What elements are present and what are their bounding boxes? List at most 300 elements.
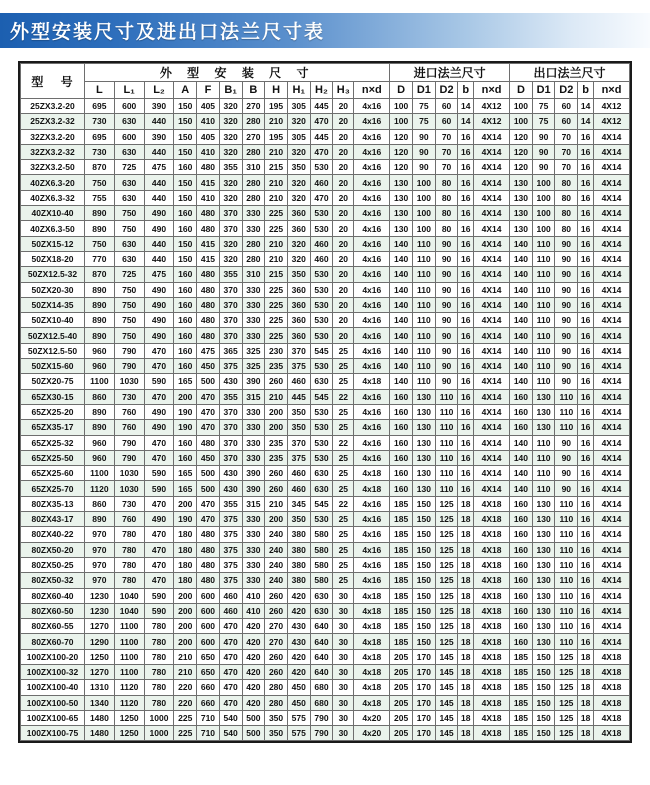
value-cell: 75 [413, 114, 436, 129]
value-cell: 490 [144, 282, 174, 297]
value-cell: 205 [390, 726, 413, 741]
value-cell: 530 [310, 359, 333, 374]
column-header: n×d [594, 82, 630, 99]
value-cell: 160 [510, 512, 533, 527]
value-cell: 4x18 [354, 619, 390, 634]
value-cell: 80 [555, 221, 578, 236]
value-cell: 4x18 [354, 664, 390, 679]
table-row [21, 435, 630, 450]
value-cell: 480 [197, 160, 220, 175]
value-cell: 4x16 [354, 435, 390, 450]
value-cell: 30 [333, 695, 354, 710]
value-cell: 460 [310, 251, 333, 266]
value-cell: 170 [413, 726, 436, 741]
value-cell: 22 [333, 496, 354, 511]
value-cell: 4X18 [474, 710, 510, 725]
value-cell: 330 [242, 573, 265, 588]
value-cell: 4X14 [594, 542, 630, 557]
value-cell: 780 [144, 649, 174, 664]
value-cell: 18 [458, 512, 474, 527]
value-cell: 16 [578, 313, 594, 328]
value-cell: 160 [390, 389, 413, 404]
value-cell: 790 [114, 450, 144, 465]
value-cell: 630 [310, 374, 333, 389]
value-cell: 4x16 [354, 557, 390, 572]
value-cell: 4X14 [474, 389, 510, 404]
value-cell: 330 [242, 206, 265, 221]
value-cell: 130 [390, 190, 413, 205]
value-cell: 370 [219, 450, 242, 465]
value-cell: 380 [287, 527, 310, 542]
value-cell: 640 [310, 649, 333, 664]
table-row [21, 634, 630, 649]
value-cell: 190 [174, 420, 197, 435]
value-cell: 110 [413, 343, 436, 358]
value-cell: 4x16 [354, 542, 390, 557]
value-cell: 370 [219, 420, 242, 435]
column-header-row [21, 82, 630, 99]
value-cell: 1040 [114, 603, 144, 618]
value-cell: 590 [144, 466, 174, 481]
value-cell: 4x16 [354, 251, 390, 266]
value-cell: 890 [85, 512, 115, 527]
value-cell: 18 [458, 496, 474, 511]
value-cell: 460 [310, 175, 333, 190]
value-cell: 140 [510, 435, 533, 450]
value-cell: 260 [265, 481, 288, 496]
model-cell: 40ZX6.3-50 [21, 221, 85, 236]
value-cell: 420 [287, 649, 310, 664]
value-cell: 140 [390, 313, 413, 328]
value-cell: 16 [458, 190, 474, 205]
value-cell: 270 [265, 619, 288, 634]
value-cell: 90 [555, 282, 578, 297]
value-cell: 480 [197, 328, 220, 343]
model-cell: 80ZX50-32 [21, 573, 85, 588]
table-row [21, 603, 630, 618]
value-cell: 90 [555, 267, 578, 282]
value-cell: 440 [144, 236, 174, 251]
value-cell: 600 [197, 619, 220, 634]
value-cell: 120 [390, 144, 413, 159]
value-cell: 205 [390, 680, 413, 695]
value-cell: 18 [458, 619, 474, 634]
value-cell: 545 [310, 343, 333, 358]
column-header: L [85, 82, 115, 99]
value-cell: 4x18 [354, 634, 390, 649]
table-row [21, 481, 630, 496]
value-cell: 1250 [114, 710, 144, 725]
value-cell: 225 [265, 313, 288, 328]
value-cell: 140 [390, 297, 413, 312]
value-cell: 130 [532, 634, 555, 649]
value-cell: 330 [242, 450, 265, 465]
value-cell: 4x20 [354, 710, 390, 725]
value-cell: 110 [555, 603, 578, 618]
page-title: 外型安装尺寸及进出口法兰尺寸表 [10, 22, 326, 43]
value-cell: 200 [265, 420, 288, 435]
value-cell: 130 [413, 389, 436, 404]
value-cell: 150 [413, 557, 436, 572]
value-cell: 150 [174, 236, 197, 251]
value-cell: 4x16 [354, 144, 390, 159]
value-cell: 4X18 [594, 710, 630, 725]
value-cell: 4x16 [354, 404, 390, 419]
value-cell: 100 [390, 99, 413, 114]
value-cell: 18 [458, 664, 474, 679]
value-cell: 25 [333, 527, 354, 542]
value-cell: 470 [219, 649, 242, 664]
model-cell: 65ZX25-60 [21, 466, 85, 481]
table-row [21, 512, 630, 527]
value-cell: 590 [144, 603, 174, 618]
value-cell: 370 [219, 435, 242, 450]
value-cell: 4x16 [354, 221, 390, 236]
value-cell: 1290 [85, 634, 115, 649]
value-cell: 360 [287, 206, 310, 221]
value-cell: 420 [242, 695, 265, 710]
value-cell: 130 [532, 573, 555, 588]
value-cell: 695 [85, 99, 115, 114]
value-cell: 330 [242, 313, 265, 328]
value-cell: 4X14 [474, 144, 510, 159]
value-cell: 4X14 [474, 343, 510, 358]
value-cell: 18 [458, 680, 474, 695]
value-cell: 90 [435, 236, 458, 251]
value-cell: 440 [144, 251, 174, 266]
value-cell: 4X14 [594, 328, 630, 343]
value-cell: 25 [333, 359, 354, 374]
value-cell: 140 [510, 450, 533, 465]
value-cell: 630 [310, 588, 333, 603]
model-cell: 50ZX12.5-40 [21, 328, 85, 343]
value-cell: 220 [174, 680, 197, 695]
value-cell: 205 [390, 710, 413, 725]
value-cell: 70 [435, 129, 458, 144]
value-cell: 20 [333, 313, 354, 328]
value-cell: 130 [532, 420, 555, 435]
value-cell: 16 [458, 175, 474, 190]
value-cell: 280 [242, 144, 265, 159]
value-cell: 4x16 [354, 175, 390, 190]
value-cell: 375 [219, 512, 242, 527]
value-cell: 150 [413, 603, 436, 618]
value-cell: 160 [390, 466, 413, 481]
model-cell: 50ZX12.5-32 [21, 267, 85, 282]
value-cell: 4X14 [594, 160, 630, 175]
value-cell: 150 [532, 726, 555, 741]
value-cell: 140 [390, 343, 413, 358]
value-cell: 4X14 [474, 450, 510, 465]
value-cell: 580 [310, 542, 333, 557]
value-cell: 380 [287, 573, 310, 588]
model-cell: 40ZX6.3-20 [21, 175, 85, 190]
column-header: D1 [532, 82, 555, 99]
value-cell: 215 [265, 267, 288, 282]
value-cell: 375 [219, 527, 242, 542]
value-cell: 4x18 [354, 603, 390, 618]
value-cell: 870 [85, 267, 115, 282]
value-cell: 590 [144, 374, 174, 389]
column-header: D [510, 82, 533, 99]
table-row [21, 527, 630, 542]
value-cell: 650 [197, 664, 220, 679]
value-cell: 185 [390, 527, 413, 542]
table-row [21, 649, 630, 664]
value-cell: 445 [310, 99, 333, 114]
value-cell: 225 [174, 710, 197, 725]
value-cell: 1270 [85, 664, 115, 679]
value-cell: 330 [242, 527, 265, 542]
value-cell: 16 [458, 221, 474, 236]
value-cell: 18 [458, 710, 474, 725]
value-cell: 1040 [114, 588, 144, 603]
value-cell: 16 [578, 603, 594, 618]
value-cell: 4x18 [354, 374, 390, 389]
value-cell: 530 [310, 267, 333, 282]
model-cell: 65ZX30-15 [21, 389, 85, 404]
value-cell: 100 [510, 114, 533, 129]
value-cell: 16 [578, 206, 594, 221]
value-cell: 315 [242, 389, 265, 404]
value-cell: 420 [287, 603, 310, 618]
value-cell: 110 [555, 542, 578, 557]
value-cell: 16 [578, 221, 594, 236]
value-cell: 480 [197, 557, 220, 572]
value-cell: 365 [219, 343, 242, 358]
value-cell: 630 [114, 251, 144, 266]
value-cell: 160 [510, 542, 533, 557]
value-cell: 320 [219, 236, 242, 251]
value-cell: 150 [532, 680, 555, 695]
value-cell: 130 [532, 389, 555, 404]
value-cell: 30 [333, 680, 354, 695]
value-cell: 4x16 [354, 206, 390, 221]
value-cell: 460 [310, 236, 333, 251]
value-cell: 4X18 [474, 557, 510, 572]
value-cell: 16 [578, 144, 594, 159]
value-cell: 350 [287, 512, 310, 527]
value-cell: 30 [333, 726, 354, 741]
value-cell: 680 [310, 695, 333, 710]
value-cell: 16 [458, 404, 474, 419]
value-cell: 30 [333, 634, 354, 649]
value-cell: 470 [144, 359, 174, 374]
table-row [21, 726, 630, 741]
value-cell: 890 [85, 420, 115, 435]
value-cell: 140 [510, 282, 533, 297]
value-cell: 185 [390, 542, 413, 557]
value-cell: 280 [265, 695, 288, 710]
value-cell: 110 [555, 557, 578, 572]
value-cell: 470 [219, 619, 242, 634]
value-cell: 215 [265, 160, 288, 175]
value-cell: 25 [333, 542, 354, 557]
value-cell: 90 [435, 359, 458, 374]
value-cell: 780 [114, 557, 144, 572]
value-cell: 330 [242, 221, 265, 236]
value-cell: 4X14 [474, 297, 510, 312]
value-cell: 470 [144, 343, 174, 358]
value-cell: 125 [435, 634, 458, 649]
value-cell: 460 [287, 374, 310, 389]
value-cell: 160 [174, 435, 197, 450]
value-cell: 14 [458, 114, 474, 129]
value-cell: 470 [197, 420, 220, 435]
value-cell: 4x16 [354, 527, 390, 542]
model-cell: 32ZX3.2-32 [21, 144, 85, 159]
value-cell: 500 [242, 710, 265, 725]
value-cell: 470 [197, 512, 220, 527]
column-header: L₁ [114, 82, 144, 99]
value-cell: 4x16 [354, 267, 390, 282]
value-cell: 4X14 [474, 175, 510, 190]
value-cell: 630 [114, 190, 144, 205]
value-cell: 630 [310, 603, 333, 618]
value-cell: 110 [532, 297, 555, 312]
value-cell: 18 [578, 664, 594, 679]
value-cell: 160 [510, 389, 533, 404]
value-cell: 390 [242, 466, 265, 481]
table-row [21, 114, 630, 129]
value-cell: 4X14 [594, 267, 630, 282]
value-cell: 210 [265, 190, 288, 205]
value-cell: 960 [85, 359, 115, 374]
value-cell: 240 [265, 557, 288, 572]
value-cell: 320 [219, 175, 242, 190]
value-cell: 355 [219, 496, 242, 511]
value-cell: 150 [532, 710, 555, 725]
value-cell: 16 [578, 573, 594, 588]
value-cell: 200 [174, 603, 197, 618]
value-cell: 440 [144, 175, 174, 190]
value-cell: 160 [510, 527, 533, 542]
value-cell: 140 [390, 251, 413, 266]
value-cell: 420 [287, 588, 310, 603]
value-cell: 160 [174, 206, 197, 221]
value-cell: 710 [197, 726, 220, 741]
value-cell: 630 [114, 175, 144, 190]
value-cell: 165 [174, 374, 197, 389]
value-cell: 16 [458, 206, 474, 221]
value-cell: 330 [242, 328, 265, 343]
value-cell: 730 [85, 114, 115, 129]
value-cell: 18 [458, 726, 474, 741]
model-cell: 32ZX3.2-20 [21, 129, 85, 144]
value-cell: 20 [333, 267, 354, 282]
value-cell: 4X14 [474, 466, 510, 481]
value-cell: 4X14 [594, 527, 630, 542]
value-cell: 185 [390, 573, 413, 588]
value-cell: 20 [333, 282, 354, 297]
value-cell: 210 [265, 389, 288, 404]
value-cell: 210 [265, 144, 288, 159]
value-cell: 130 [390, 221, 413, 236]
value-cell: 140 [510, 481, 533, 496]
value-cell: 90 [435, 313, 458, 328]
value-cell: 500 [197, 374, 220, 389]
value-cell: 90 [435, 282, 458, 297]
value-cell: 20 [333, 297, 354, 312]
value-cell: 120 [390, 129, 413, 144]
value-cell: 4X14 [594, 481, 630, 496]
value-cell: 240 [265, 542, 288, 557]
value-cell: 4x16 [354, 573, 390, 588]
value-cell: 160 [174, 328, 197, 343]
value-cell: 750 [114, 328, 144, 343]
value-cell: 410 [242, 588, 265, 603]
value-cell: 110 [532, 374, 555, 389]
model-cell: 50ZX10-40 [21, 313, 85, 328]
value-cell: 130 [532, 588, 555, 603]
value-cell: 320 [287, 114, 310, 129]
value-cell: 16 [578, 466, 594, 481]
value-cell: 480 [197, 527, 220, 542]
value-cell: 140 [390, 374, 413, 389]
value-cell: 4x16 [354, 496, 390, 511]
value-cell: 125 [435, 557, 458, 572]
value-cell: 20 [333, 236, 354, 251]
value-cell: 4X14 [474, 404, 510, 419]
value-cell: 125 [555, 695, 578, 710]
value-cell: 110 [555, 389, 578, 404]
value-cell: 4x16 [354, 236, 390, 251]
value-cell: 75 [413, 99, 436, 114]
value-cell: 20 [333, 206, 354, 221]
column-header: H [265, 82, 288, 99]
value-cell: 110 [435, 404, 458, 419]
value-cell: 18 [458, 588, 474, 603]
value-cell: 150 [413, 527, 436, 542]
value-cell: 125 [435, 573, 458, 588]
value-cell: 450 [287, 680, 310, 695]
value-cell: 350 [287, 160, 310, 175]
value-cell: 16 [578, 374, 594, 389]
value-cell: 190 [174, 512, 197, 527]
model-cell: 65ZX25-32 [21, 435, 85, 450]
value-cell: 410 [242, 603, 265, 618]
value-cell: 16 [578, 634, 594, 649]
value-cell: 125 [435, 619, 458, 634]
value-cell: 4X14 [594, 603, 630, 618]
value-cell: 150 [413, 496, 436, 511]
value-cell: 150 [174, 129, 197, 144]
value-cell: 130 [510, 190, 533, 205]
value-cell: 185 [390, 512, 413, 527]
value-cell: 4X14 [594, 221, 630, 236]
table-row [21, 99, 630, 114]
value-cell: 110 [435, 481, 458, 496]
value-cell: 4x16 [354, 129, 390, 144]
value-cell: 25 [333, 557, 354, 572]
group-header-outlet-flange: 出口法兰尺寸 [510, 64, 630, 82]
value-cell: 330 [242, 512, 265, 527]
value-cell: 4X14 [474, 221, 510, 236]
value-cell: 210 [174, 664, 197, 679]
value-cell: 600 [197, 634, 220, 649]
value-cell: 160 [174, 267, 197, 282]
value-cell: 780 [144, 664, 174, 679]
value-cell: 4X18 [474, 634, 510, 649]
value-cell: 140 [510, 328, 533, 343]
value-cell: 480 [197, 313, 220, 328]
value-cell: 470 [144, 435, 174, 450]
value-cell: 4X14 [594, 236, 630, 251]
value-cell: 110 [532, 251, 555, 266]
value-cell: 490 [144, 206, 174, 221]
value-cell: 630 [114, 144, 144, 159]
value-cell: 140 [390, 236, 413, 251]
